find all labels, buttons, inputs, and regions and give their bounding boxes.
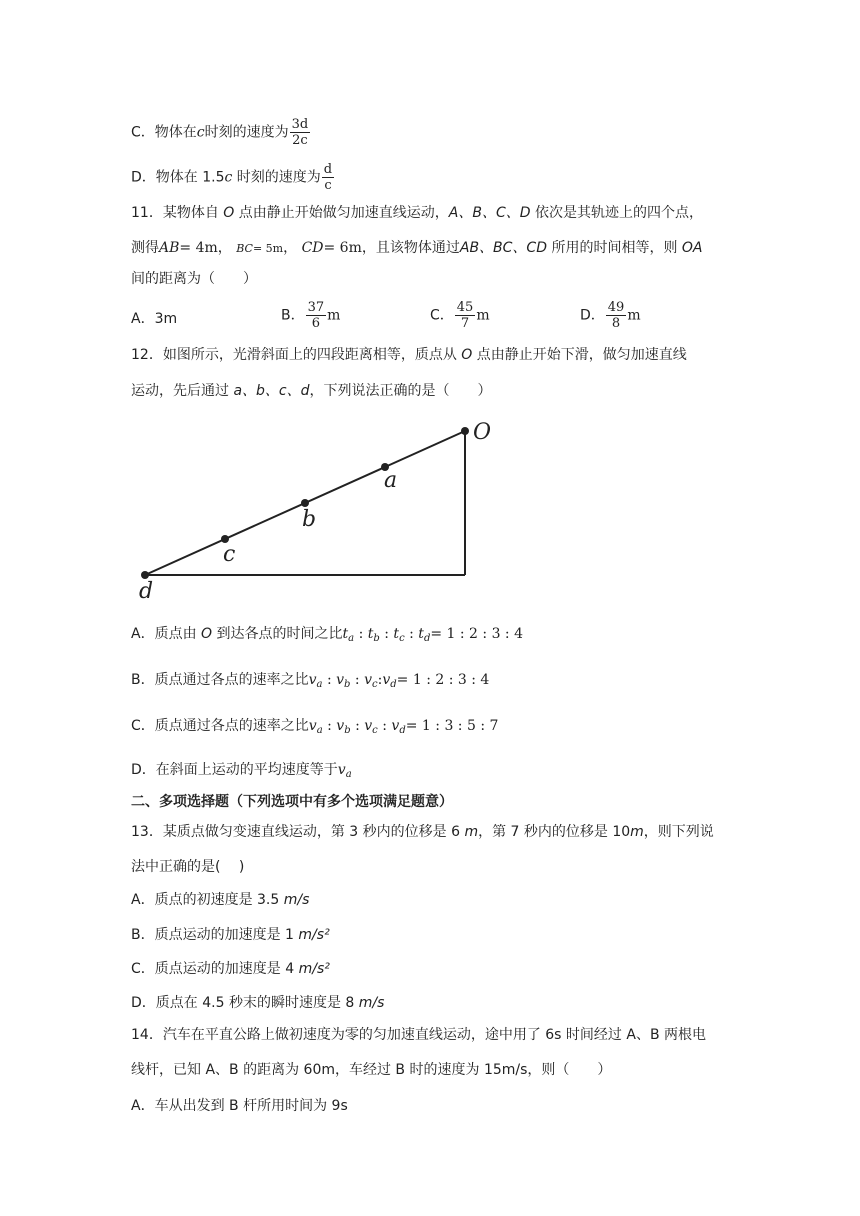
option-label: A． <box>131 311 155 327</box>
stem-text: 11．某物体自 <box>131 205 219 221</box>
point-label: O <box>223 205 235 221</box>
unit: m <box>630 824 644 840</box>
q12-option-b: B．质点通过各点的速率之比$v_a$ : $v_b$ : $v_c:v_d= 1$ : 2 : 3 : 4 <box>131 672 490 690</box>
label-c: c <box>223 542 236 567</box>
option-text: C．质点运动的加速度是 4 <box>131 961 295 977</box>
q11-stem-line1 <box>131 203 703 223</box>
point-b-dot <box>301 499 309 507</box>
math-var: v <box>308 672 317 688</box>
option-text: 时刻的速度为 <box>236 169 321 186</box>
section-heading <box>131 792 453 812</box>
ratio-value: = 1 : 2 : 3 : 4 <box>396 672 490 688</box>
label-a: a <box>384 468 398 493</box>
option-text: D．质点在 4.5 秒末的瞬时速度是 8 <box>131 995 355 1011</box>
math-value: = 6m <box>323 240 362 256</box>
option-text: 时刻的速度为 <box>204 124 289 141</box>
option-label: C． <box>131 718 155 734</box>
stem-text: 点由静止开始下滑，做匀加速直线 <box>476 347 687 363</box>
math-var: t <box>342 626 349 642</box>
unit: m <box>464 824 479 840</box>
option-text: 质点通过各点的速率之比 <box>154 718 309 734</box>
math-var: v <box>336 672 345 688</box>
segments-label: AB、BC、CD <box>459 240 547 256</box>
option-text: 质点由 <box>154 626 197 642</box>
q11-stem-line3 <box>131 269 257 289</box>
option-label: B． <box>281 307 305 324</box>
q14-stem-line1 <box>131 1025 706 1045</box>
fraction-numerator: 37 <box>307 300 325 315</box>
math-var: v <box>336 718 345 734</box>
unit: m/s² <box>298 927 330 943</box>
math-var: v <box>391 718 400 734</box>
fraction <box>455 300 476 331</box>
option-text: 质点通过各点的速率之比 <box>154 672 309 688</box>
stem-text: ，且该物体通过 <box>361 240 460 256</box>
q13-option-c <box>131 959 330 979</box>
q14-stem-line2 <box>131 1060 611 1080</box>
label-d: d <box>139 579 154 604</box>
label-b: b <box>302 507 317 532</box>
stem-text: 测得 <box>131 240 159 256</box>
fraction <box>322 162 334 193</box>
fraction-numerator: 3d <box>291 117 309 132</box>
segment-label: OA <box>681 240 703 256</box>
stem-text: 运动，先后通过 <box>131 383 229 399</box>
stem-text: 13．某质点做匀变速直线运动，第 3 秒内的位移是 6 <box>131 824 460 840</box>
option-value: 1.5 <box>202 169 225 186</box>
math-var: v <box>308 718 317 734</box>
subscript: d <box>423 633 431 644</box>
unit: m/s <box>358 995 385 1011</box>
subscript: b <box>344 679 351 690</box>
fraction-numerator: 49 <box>607 300 625 315</box>
subscript: c <box>372 725 378 736</box>
points-label: a、b、c、d <box>233 383 310 399</box>
fraction <box>606 300 627 331</box>
stem-text: 线杆，已知 A、B 的距离为 60m，车经过 B 时的速度为 15m/s，则（ ） <box>131 1062 612 1078</box>
option-label: B． <box>131 672 155 688</box>
subscript: a <box>316 679 323 690</box>
option-text: 在斜面上运动的平均速度等于 <box>155 762 338 778</box>
point-O-dot <box>461 427 469 435</box>
incline-figure <box>130 415 510 605</box>
q12-option-c: C．质点通过各点的速率之比$v_a$ : $v_b$ : $v_c$ : $v_d= 1$ : 3 : 5 : 7 <box>131 718 499 736</box>
subscript: c <box>399 633 405 644</box>
stem-text: ，第 7 秒内的位移是 10 <box>478 824 631 840</box>
fraction-numerator: 45 <box>456 300 474 315</box>
unit: m/s² <box>298 961 330 977</box>
subscript: a <box>316 725 323 736</box>
option-label: A． <box>131 626 155 642</box>
math-value: = 5m <box>252 242 284 255</box>
unit: m/s <box>283 892 310 908</box>
q13-stem-line2 <box>131 857 244 877</box>
math-var: AB <box>159 240 180 256</box>
subscript: b <box>344 725 351 736</box>
q11-option-a <box>131 309 177 329</box>
ratio-value: = 1 : 3 : 5 : 7 <box>405 718 499 734</box>
fraction <box>306 300 327 331</box>
fraction-denominator: 2c <box>292 133 308 148</box>
option-value: 3m <box>154 311 178 327</box>
math-var: BC <box>236 242 253 255</box>
ratio-value: = 1 : 2 : 3 : 4 <box>430 626 524 642</box>
stem-text: 间的距离为（ ） <box>131 271 257 287</box>
stem-text: 12．如图所示，光滑斜面上的四段距离相等，质点从 <box>131 347 457 363</box>
subscript: d <box>399 725 406 736</box>
q12-option-a: A．质点由 O 到达各点的时间之比$t_a$ : $t_b$ : $t_c$ : $t_d= 1$ : 2 : 3 : 4 <box>131 626 524 644</box>
q12-stem-line1 <box>131 345 687 365</box>
point-label: O <box>461 347 473 363</box>
option-label: C． <box>430 307 454 324</box>
q13-option-d <box>131 993 384 1013</box>
option-text: 物体在 <box>155 169 198 186</box>
subscript: c <box>372 679 378 690</box>
subscript: a <box>345 769 352 780</box>
q14-option-a <box>131 1096 348 1116</box>
option-label: D． <box>580 307 605 324</box>
fraction-numerator: d <box>323 162 333 177</box>
math-var: v <box>337 762 346 778</box>
math-var: c <box>196 124 205 141</box>
section-title: 二、多项选择题（下列选项中有多个选项满足题意） <box>131 794 453 810</box>
q13-stem-line1 <box>131 822 714 842</box>
option-text: B．质点运动的加速度是 1 <box>131 927 294 943</box>
option-label: D． <box>131 169 156 186</box>
fraction <box>290 117 311 148</box>
point-d-dot <box>141 571 149 579</box>
math-var: CD <box>301 240 324 256</box>
stem-text: 点由静止开始做匀加速直线运动， <box>238 205 449 221</box>
option-label: D． <box>131 762 156 778</box>
unit: m <box>327 307 341 324</box>
stem-text: ，则下列说 <box>643 824 714 840</box>
q10-option-d <box>131 162 335 193</box>
q10-option-c <box>131 117 311 148</box>
stem-text: ，下列说法正确的是（ ） <box>309 383 492 399</box>
fraction-denominator: 8 <box>611 316 621 331</box>
q11-stem-line2: 测得AB= 4m， BC= 5m， CD= 6m，且该物体通过AB、BC、CD 所用的时间相等，则 OA <box>131 240 703 256</box>
math-var: v <box>382 672 391 688</box>
q13-option-a <box>131 890 309 910</box>
q11-option-b <box>281 300 340 331</box>
fraction-denominator: c <box>324 178 332 193</box>
math-var: t <box>367 626 374 642</box>
math-var: t <box>393 626 400 642</box>
option-text: 到达各点的时间之比 <box>216 626 343 642</box>
label-O: O <box>473 420 492 445</box>
stem-text: 14．汽车在平直公路上做初速度为零的匀加速直线运动，途中用了 6s 时间经过 A、B 两根电 <box>131 1027 706 1043</box>
q11-option-d <box>580 300 641 331</box>
fraction-denominator: 7 <box>460 316 470 331</box>
stem-text: 法中正确的是( ) <box>131 859 245 875</box>
subscript: d <box>390 679 397 690</box>
point-label: O <box>201 626 213 642</box>
q11-option-c <box>430 300 490 331</box>
subscript: a <box>348 633 355 644</box>
math-var: c <box>224 169 233 186</box>
stem-text: 所用的时间相等，则 <box>551 240 678 256</box>
math-value: = 4m <box>179 240 218 256</box>
option-text: A．车从出发到 B 杆所用时间为 9s <box>131 1098 348 1114</box>
option-text: A．质点的初速度是 3.5 <box>131 892 280 908</box>
q12-stem-line2 <box>131 381 492 401</box>
math-var: v <box>364 672 372 688</box>
fraction-denominator: 6 <box>311 316 321 331</box>
stem-text: 依次是其轨迹上的四个点， <box>534 205 703 221</box>
q12-option-d <box>131 760 352 785</box>
unit: m <box>476 307 490 324</box>
option-label: C． <box>131 124 155 141</box>
unit: m <box>627 307 641 324</box>
option-text: 物体在 <box>154 124 197 141</box>
points-label: A、B、C、D <box>448 205 531 221</box>
math-var: v <box>364 718 373 734</box>
q13-option-b <box>131 925 330 945</box>
subscript: b <box>373 633 380 644</box>
math-var: t <box>418 626 424 642</box>
